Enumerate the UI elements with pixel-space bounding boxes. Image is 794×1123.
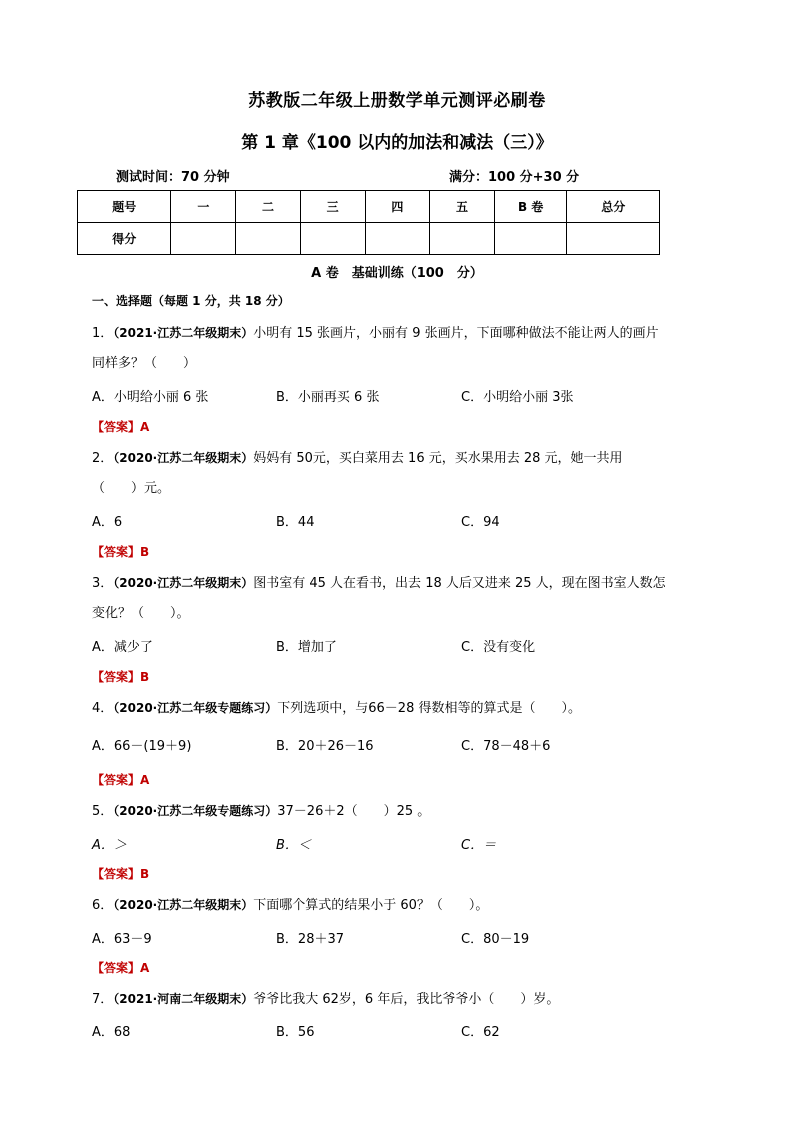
question-7 bbox=[92, 990, 559, 1009]
question-5 bbox=[92, 802, 430, 821]
score-cell: 四 bbox=[365, 191, 430, 223]
option-b: B．增加了 bbox=[276, 640, 337, 655]
question-source: （2020·江苏二年级期末） bbox=[113, 576, 254, 590]
question-number: 2． bbox=[92, 451, 114, 466]
question-number: 6． bbox=[92, 898, 114, 913]
score-blank-cell bbox=[171, 223, 236, 255]
question-number: 3． bbox=[92, 576, 114, 591]
answer-label: 【答案】B bbox=[92, 545, 150, 559]
question-6 bbox=[92, 896, 488, 915]
option-c: C．94 bbox=[461, 515, 500, 530]
question-text: 37－26＋2（ ）25 。 bbox=[277, 804, 431, 819]
option-c: C．80－19 bbox=[461, 932, 530, 947]
option-a: A．小明给小丽 6 张 bbox=[92, 390, 209, 405]
score-table bbox=[77, 190, 660, 255]
option-c: C．78－48＋6 bbox=[461, 739, 551, 754]
question-number: 5． bbox=[92, 804, 114, 819]
answer-label: 【答案】B bbox=[92, 867, 150, 881]
test-time: 测试时间：70 分钟 bbox=[116, 170, 230, 185]
score-table-score-row bbox=[78, 223, 660, 255]
question-source: （2020·江苏二年级专题练习） bbox=[113, 804, 278, 818]
option-a: A．63－9 bbox=[92, 932, 152, 947]
score-blank-cell bbox=[430, 223, 495, 255]
full-score: 满分：100 分+30 分 bbox=[449, 170, 580, 185]
answer-label: 【答案】A bbox=[92, 773, 150, 787]
score-table-header-row bbox=[78, 191, 660, 223]
option-c: C．62 bbox=[461, 1025, 500, 1040]
question-text: 小明有 15 张画片，小丽有 9 张画片，下面哪种做法不能让两人的画片 bbox=[253, 326, 659, 341]
question-3-cont: 变化？（ ）。 bbox=[92, 606, 190, 621]
score-cell: B 卷 bbox=[494, 191, 567, 223]
score-row-label: 得分 bbox=[78, 223, 171, 255]
section-title: A 卷 基础训练（100 分） bbox=[311, 266, 483, 281]
option-a: A．减少了 bbox=[92, 640, 153, 655]
option-b: B．＜ bbox=[276, 838, 311, 853]
question-text: 妈妈有 50元，买白菜用去 16 元，买水果用去 28 元，她一共用 bbox=[253, 451, 623, 466]
question-source: （2021·江苏二年级期末） bbox=[113, 326, 254, 340]
question-3 bbox=[92, 574, 666, 593]
option-b: B．20＋26－16 bbox=[276, 739, 374, 754]
option-b: B．小丽再买 6 张 bbox=[276, 390, 380, 405]
option-b: B．44 bbox=[276, 515, 315, 530]
part-title: 一、选择题（每题 1 分，共 18 分） bbox=[92, 294, 290, 308]
question-text: 图书室有 45 人在看书，出去 18 人后又进来 25 人，现在图书室人数怎 bbox=[253, 576, 666, 591]
question-source: （2020·江苏二年级期末） bbox=[113, 451, 254, 465]
score-blank-cell bbox=[567, 223, 660, 255]
question-text: 爷爷比我大 62岁，6 年后，我比爷爷小（ ）岁。 bbox=[253, 992, 560, 1007]
option-a: A．6 bbox=[92, 515, 123, 530]
question-source: （2020·江苏二年级专题练习） bbox=[113, 701, 278, 715]
score-cell: 二 bbox=[236, 191, 301, 223]
score-cell: 总分 bbox=[567, 191, 660, 223]
score-cell: 一 bbox=[171, 191, 236, 223]
option-c: C．没有变化 bbox=[461, 640, 536, 655]
score-cell: 题号 bbox=[78, 191, 171, 223]
question-2 bbox=[92, 449, 623, 468]
question-number: 1． bbox=[92, 326, 114, 341]
question-text: 下列选项中，与66－28 得数相等的算式是（ ）。 bbox=[277, 701, 581, 716]
option-a: A．66－(19＋9) bbox=[92, 739, 192, 754]
score-blank-cell bbox=[365, 223, 430, 255]
option-a: A．68 bbox=[92, 1025, 131, 1040]
question-number: 7． bbox=[92, 992, 114, 1007]
question-1 bbox=[92, 324, 659, 343]
option-b: B．28＋37 bbox=[276, 932, 345, 947]
chapter-title: 第 1 章《100 以内的加法和减法（三）》 bbox=[241, 133, 553, 153]
score-cell: 五 bbox=[430, 191, 495, 223]
score-blank-cell bbox=[300, 223, 365, 255]
score-cell: 三 bbox=[300, 191, 365, 223]
option-b: B．56 bbox=[276, 1025, 315, 1040]
question-number: 4． bbox=[92, 701, 114, 716]
option-c: C．小明给小丽 3张 bbox=[461, 390, 574, 405]
question-2-cont: （ ）元。 bbox=[92, 481, 171, 496]
answer-label: 【答案】A bbox=[92, 420, 150, 434]
score-blank-cell bbox=[494, 223, 567, 255]
exam-title: 苏教版二年级上册数学单元测评必刷卷 bbox=[248, 91, 546, 111]
answer-label: 【答案】A bbox=[92, 961, 150, 975]
answer-label: 【答案】B bbox=[92, 670, 150, 684]
question-4 bbox=[92, 699, 581, 718]
question-source: （2021·河南二年级期末） bbox=[113, 992, 254, 1006]
option-c: C．＝ bbox=[461, 838, 497, 853]
score-blank-cell bbox=[236, 223, 301, 255]
option-a: A．＞ bbox=[92, 838, 127, 853]
question-text: 下面哪个算式的结果小于 60？（ ）。 bbox=[253, 898, 489, 913]
question-1-cont: 同样多？（ ） bbox=[92, 356, 197, 371]
question-source: （2020·江苏二年级期末） bbox=[113, 898, 254, 912]
